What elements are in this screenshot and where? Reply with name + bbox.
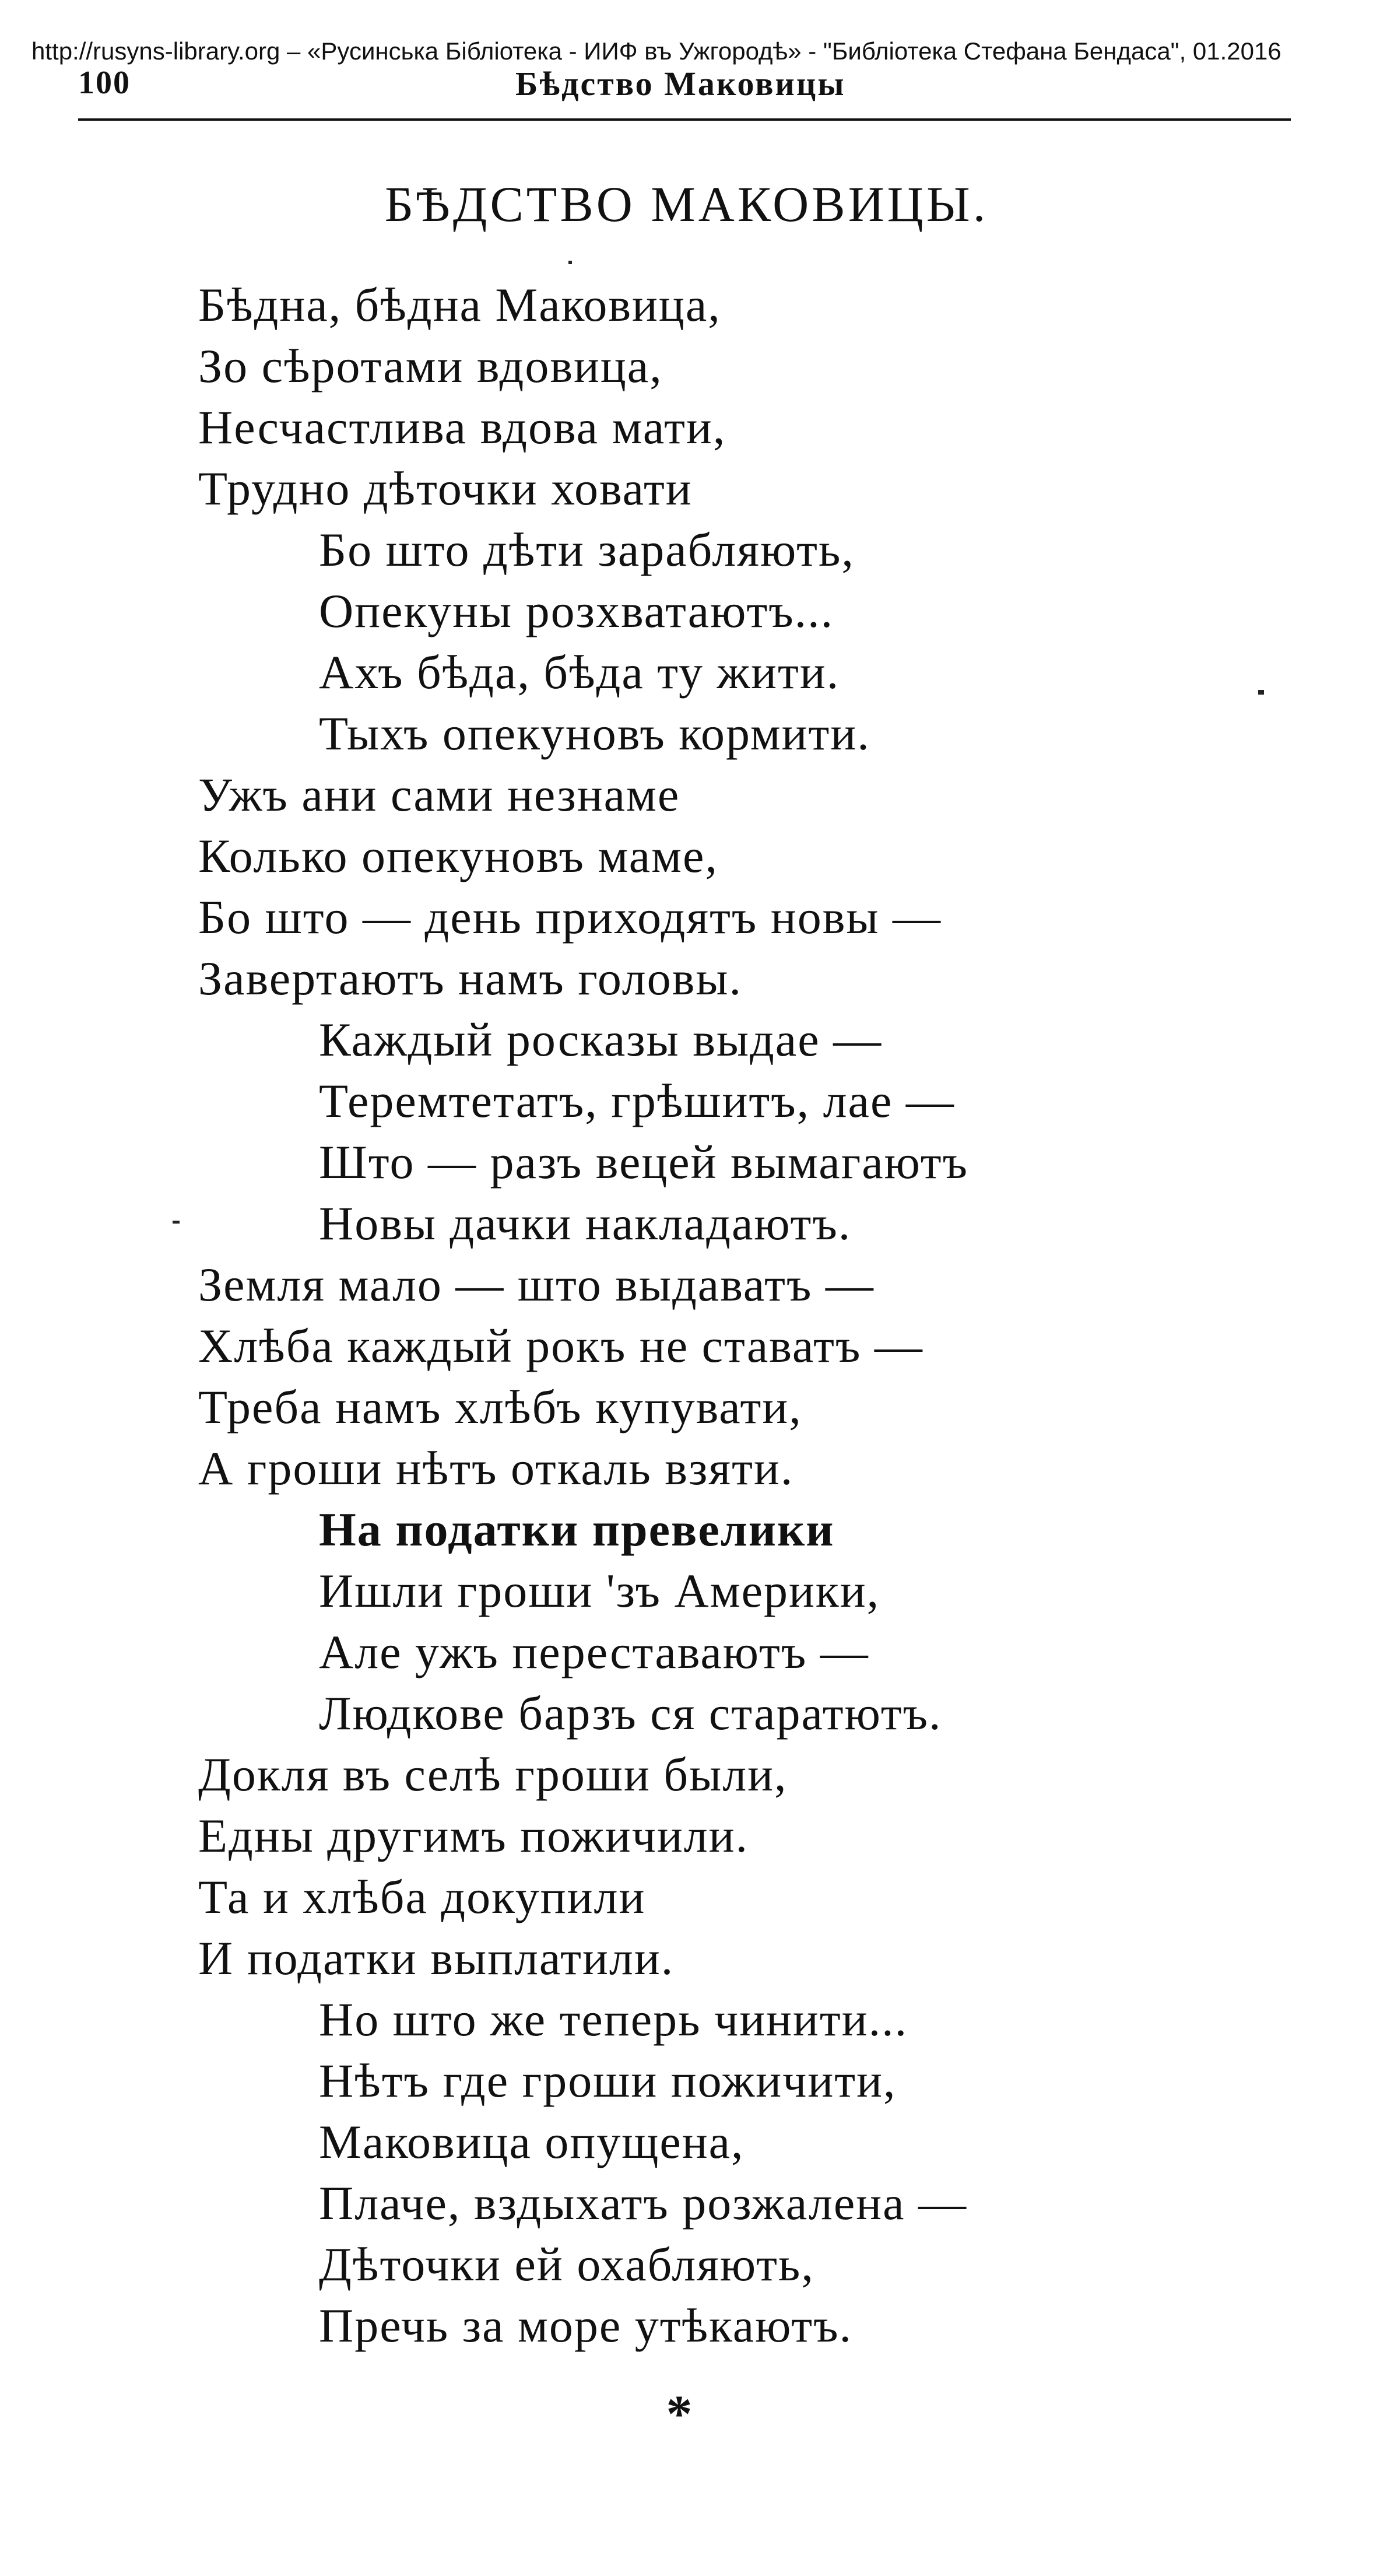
verse-line: Ужъ ани сами незнаме xyxy=(198,768,680,821)
verse-line: А гроши нѣтъ откаль взяти. xyxy=(198,1442,794,1495)
verse-line: Теремтетатъ, грѣшитъ, лае — xyxy=(319,1074,955,1127)
scan-speck xyxy=(1258,690,1264,695)
verse-line: Каждый росказы выдае — xyxy=(319,1013,883,1066)
verse-line: Што — разъ вецей вымагаютъ xyxy=(319,1135,969,1189)
verse-line: И податки выплатили. xyxy=(198,1932,675,1985)
verse-line: Та и хлѣба докупили xyxy=(198,1870,646,1923)
verse-line: Хлѣба каждый рокъ не ставатъ — xyxy=(198,1319,923,1372)
verse-line: Завертаютъ намъ головы. xyxy=(198,952,742,1005)
poem-body xyxy=(198,274,1236,2356)
verse-line: Тыхъ опекуновъ кормити. xyxy=(319,707,870,760)
verse-line: Нѣтъ где гроши пожичити, xyxy=(319,2054,897,2107)
scan-speck xyxy=(173,1221,180,1224)
verse-line: Бѣдна, бѣдна Маковица, xyxy=(198,278,721,331)
verse-line: Але ужъ переставаютъ — xyxy=(319,1625,869,1678)
verse-line: Треба намъ хлѣбъ купувати, xyxy=(198,1380,802,1434)
source-url-line: http://rusyns-library.org – «Русинська Бібліотека - ИИФ въ Ужгородѣ» - "Библіотека Стефана Бендаса", 01.2016 xyxy=(31,37,1281,65)
verse-line: Едны другимъ пожичили. xyxy=(198,1809,749,1862)
end-asterisk: * xyxy=(666,2385,693,2443)
running-header xyxy=(78,64,1291,105)
verse-line: Докля въ селѣ гроши были, xyxy=(198,1748,788,1801)
verse-line: Пречь за море утѣкаютъ. xyxy=(319,2299,853,2352)
verse-line: Трудно дѣточки ховати xyxy=(198,462,693,515)
verse-line: Ахъ бѣда, бѣда ту жити. xyxy=(319,646,840,699)
header-rule xyxy=(78,118,1291,121)
verse-line: Зо сѣротами вдовица, xyxy=(198,339,663,392)
verse-line: На податки превелики xyxy=(319,1503,835,1556)
verse-line: Плаче, вздыхатъ розжалена — xyxy=(319,2177,968,2230)
verse-line: Новы дачки накладаютъ. xyxy=(319,1197,852,1250)
poem-title: БѢДСТВО МАКОВИЦЫ. xyxy=(384,176,989,232)
verse-line: Маковица опущена, xyxy=(319,2115,745,2168)
scan-speck xyxy=(568,261,572,264)
verse-line: Земля мало — што выдаватъ — xyxy=(198,1258,875,1311)
verse-line: Ишли гроши 'зъ Америки, xyxy=(319,1564,880,1617)
verse-line: Но што же теперь чинити... xyxy=(319,1993,908,2046)
verse-line: Бо што — день приходятъ новы — xyxy=(198,891,942,944)
verse-line: Опекуны розхватаютъ... xyxy=(319,584,834,637)
verse-line: Дѣточки ей охабляють, xyxy=(319,2238,814,2291)
verse-line: Колько опекуновъ маме, xyxy=(198,829,718,882)
verse-line: Бо што дѣти зарабляють, xyxy=(319,523,855,576)
page-number: 100 xyxy=(78,65,131,101)
verse-line: Людкове барзъ ся старатютъ. xyxy=(319,1687,942,1740)
running-title: Бѣдство Маковицы xyxy=(515,65,846,103)
verse-line: Несчастлива вдова мати, xyxy=(198,401,726,454)
